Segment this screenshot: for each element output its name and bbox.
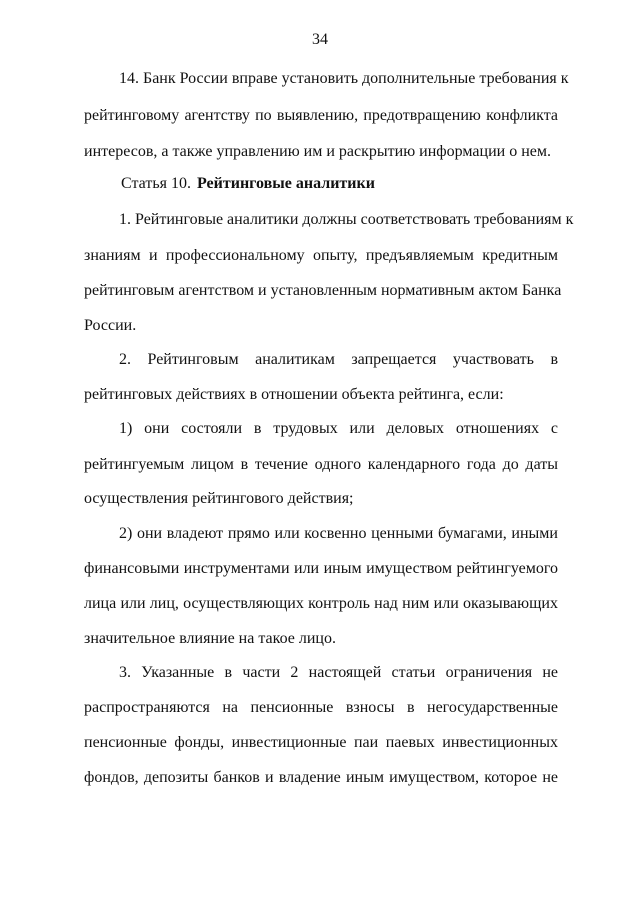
subitem-2-line-1: 2) они владеют прямо или косвенно ценными бумагами, иными: [119, 525, 558, 542]
paragraph-2-line-2: рейтинговых действиях в отношении объекта рейтинга, если:: [84, 386, 504, 403]
paragraph-3-line-4: фондов, депозиты банков и владение иным имуществом, которое не: [84, 769, 558, 786]
subitem-1-line-2: рейтингуемым лицом в течение одного календарного года до даты: [84, 456, 558, 473]
subitem-2-line-2: финансовыми инструментами или иным имуществом рейтингуемого: [84, 560, 558, 577]
paragraph-14-line-1: 14. Банк России вправе установить дополнительные требования к: [119, 70, 569, 87]
paragraph-1-line-2: знаниям и профессиональному опыту, предъявляемым кредитным: [84, 247, 558, 264]
subitem-1-line-3: осуществления рейтингового действия;: [84, 490, 354, 507]
subitem-1-line-1: 1) они состояли в трудовых или деловых отношениях с: [119, 420, 558, 437]
paragraph-14-line-3: интересов, а также управлению им и раскрытию информации о нем.: [84, 143, 551, 160]
subitem-2-line-3: лица или лиц, осуществляющих контроль над ним или оказывающих: [84, 595, 558, 612]
subitem-2-line-4: значительное влияние на такое лицо.: [84, 630, 336, 647]
paragraph-2-line-1: 2. Рейтинговым аналитикам запрещается участвовать в: [119, 351, 558, 368]
page-number: 34: [312, 31, 328, 48]
paragraph-3-line-1: 3. Указанные в части 2 настоящей статьи ограничения не: [119, 664, 558, 681]
article-heading: [121, 174, 375, 194]
article-label: Статья 10.: [121, 175, 191, 192]
paragraph-1-line-3: рейтинговым агентством и установленным нормативным актом Банка: [84, 282, 562, 299]
paragraph-1-line-4: России.: [84, 317, 137, 334]
paragraph-14-line-2: рейтинговому агентству по выявлению, предотвращению конфликта: [84, 107, 558, 124]
article-title: Рейтинговые аналитики: [196, 175, 375, 192]
paragraph-3-line-2: распространяются на пенсионные взносы в негосударственные: [84, 699, 558, 716]
paragraph-3-line-3: пенсионные фонды, инвестиционные паи паевых инвестиционных: [84, 734, 558, 751]
paragraph-1-line-1: 1. Рейтинговые аналитики должны соответствовать требованиям к: [119, 211, 574, 228]
